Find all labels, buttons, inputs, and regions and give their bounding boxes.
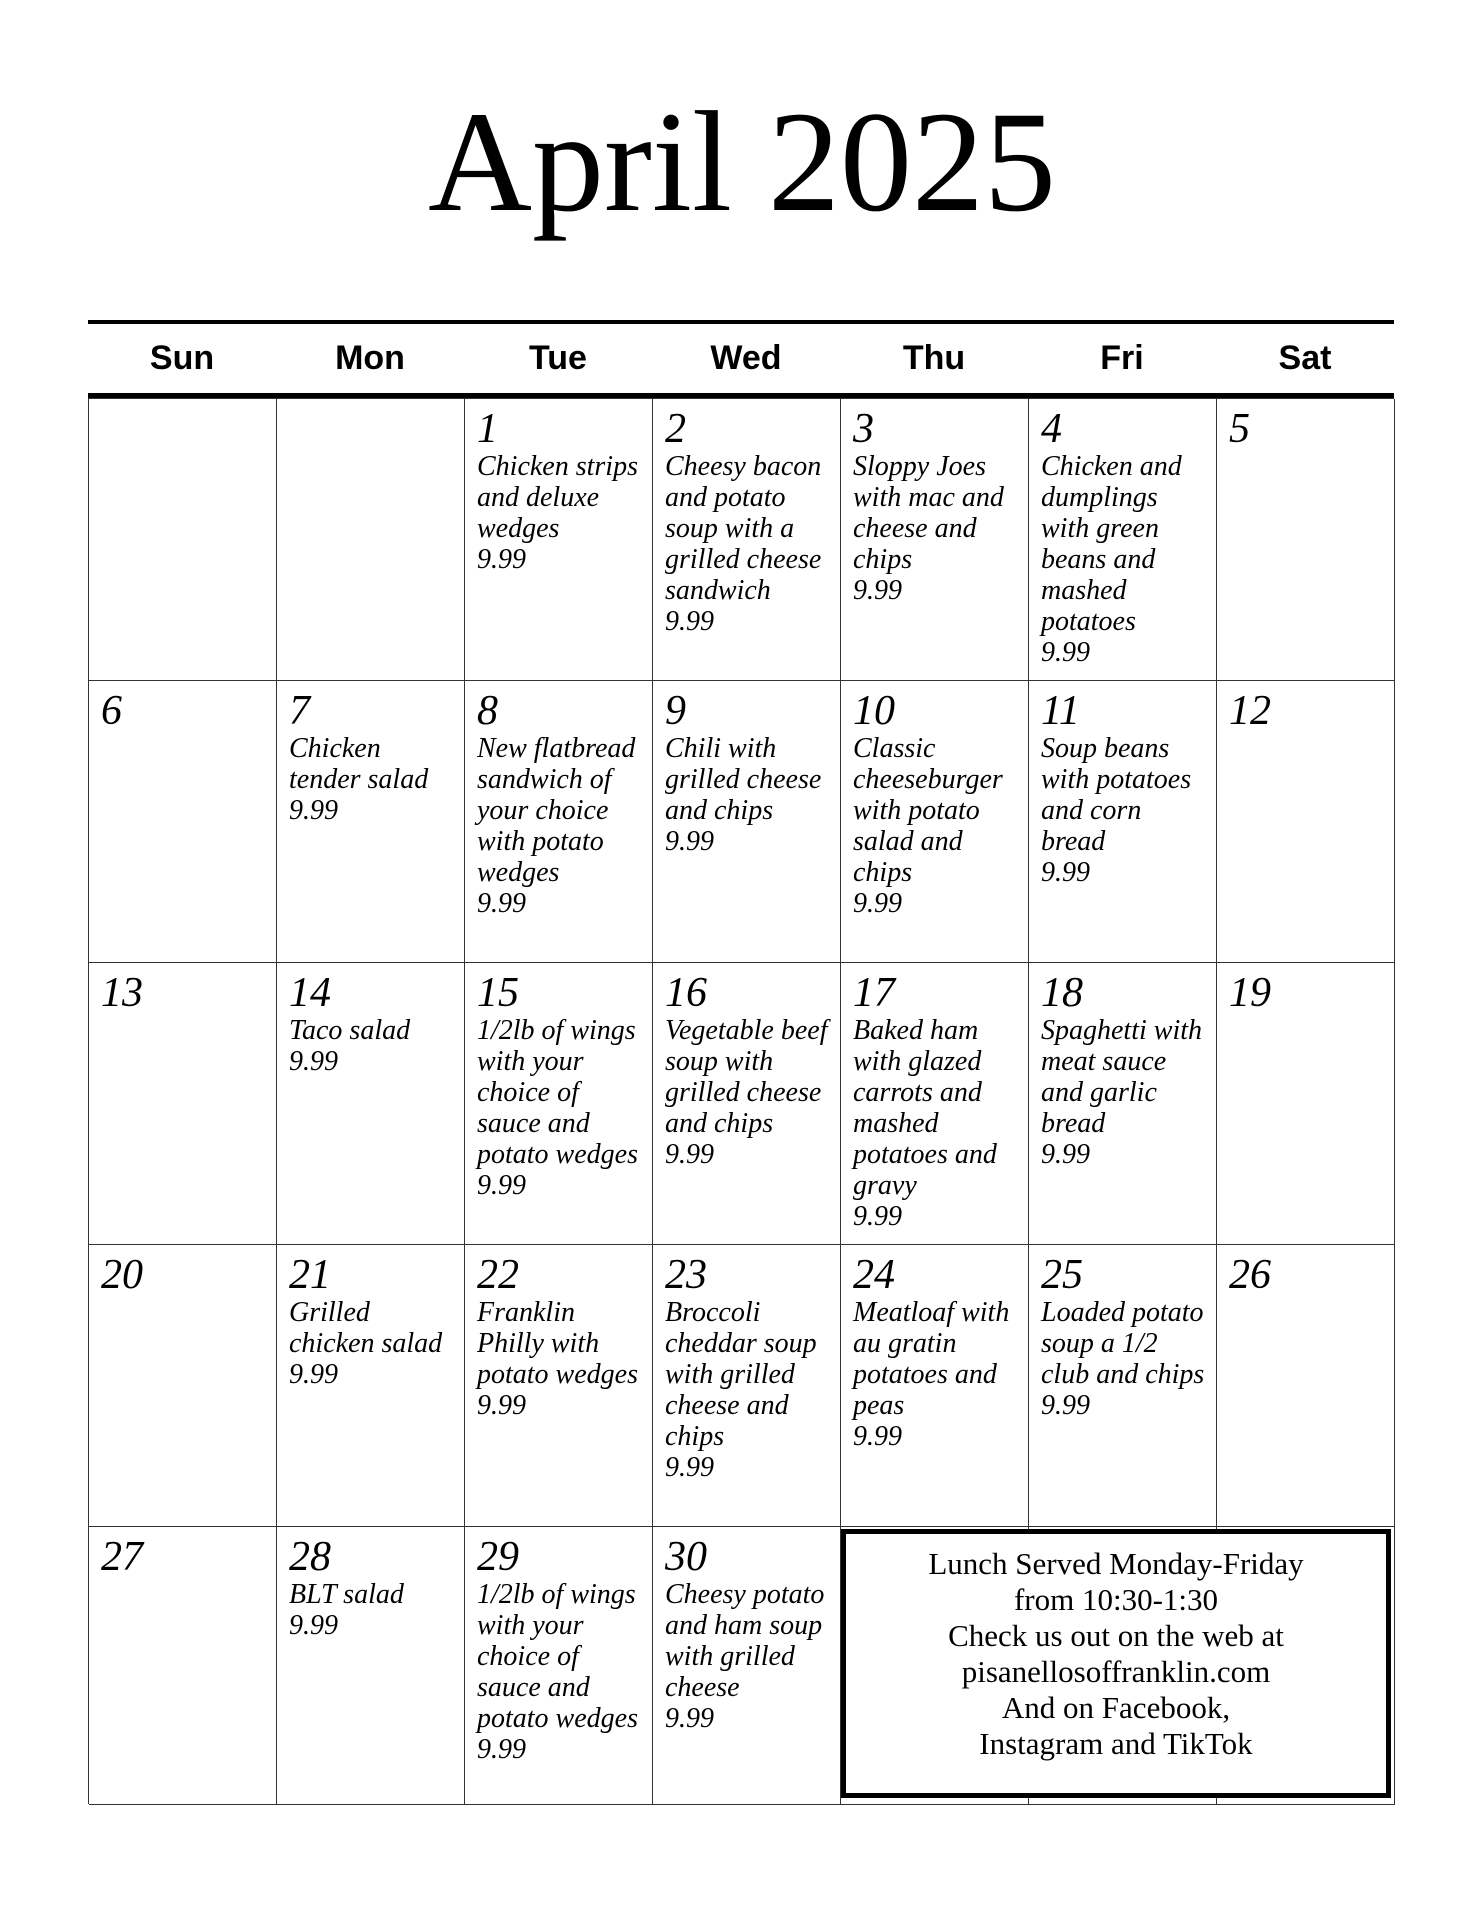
meal-price: 9.99 xyxy=(477,888,526,919)
day-cell xyxy=(653,681,841,963)
day-number: 23 xyxy=(665,1252,707,1298)
meal-description: Broccoli cheddar soup with grilled cheese and chips xyxy=(665,1297,817,1452)
day-number: 25 xyxy=(1041,1252,1083,1298)
day-cell xyxy=(1029,399,1217,681)
meal-description: Loaded potato soup a 1/2 club and chips xyxy=(1041,1297,1205,1390)
day-number: 17 xyxy=(853,970,895,1016)
meal-price: 9.99 xyxy=(289,1359,338,1390)
meal-description: Classic cheeseburger with potato salad and chips xyxy=(853,733,1003,888)
day-cell xyxy=(465,963,653,1245)
meal-price: 9.99 xyxy=(1041,1390,1090,1421)
meal-description: Franklin Philly with potato wedges xyxy=(477,1297,638,1390)
day-cell xyxy=(465,1527,653,1805)
day-cell xyxy=(1217,681,1395,963)
weekday-mon: Mon xyxy=(335,339,405,377)
day-number: 1 xyxy=(477,406,498,452)
day-number: 6 xyxy=(101,688,122,734)
meal-price: 9.99 xyxy=(289,795,338,826)
day-cell xyxy=(841,963,1029,1245)
meal-price: 9.99 xyxy=(477,1734,526,1765)
day-number: 30 xyxy=(665,1534,707,1580)
meal-price: 9.99 xyxy=(477,1390,526,1421)
day-number: 5 xyxy=(1229,406,1250,452)
day-cell xyxy=(89,963,277,1245)
info-line-facebook: And on Facebook, xyxy=(1001,1690,1231,1725)
day-cell xyxy=(89,399,277,681)
meal-description: Chicken tender salad xyxy=(289,733,429,795)
day-number: 3 xyxy=(853,406,874,452)
meal-price: 9.99 xyxy=(1041,637,1090,668)
day-cell xyxy=(465,681,653,963)
meal-description: 1/2lb of wings with your choice of sauce and potato wedges xyxy=(477,1015,638,1170)
day-number: 27 xyxy=(101,1534,143,1580)
weekday-wed: Wed xyxy=(710,339,782,377)
day-cell xyxy=(1217,1245,1395,1527)
weekday-sat: Sat xyxy=(1278,339,1332,377)
day-number: 7 xyxy=(289,688,310,734)
meal-description: Chicken and dumplings with green beans and mashed potatoes xyxy=(1041,451,1182,637)
day-cell xyxy=(277,681,465,963)
day-cell xyxy=(277,1527,465,1805)
day-cell xyxy=(1029,681,1217,963)
meal-description: Cheesy bacon and potato soup with a grilled cheese sandwich xyxy=(665,451,822,606)
day-cell xyxy=(1217,963,1395,1245)
meal-price: 9.99 xyxy=(665,1703,714,1734)
info-line-times: from 10:30-1:30 xyxy=(1013,1582,1219,1617)
info-box xyxy=(841,1529,1391,1798)
meal-description: Soup beans with potatoes and corn bread xyxy=(1041,733,1192,857)
day-cell xyxy=(841,681,1029,963)
day-number: 15 xyxy=(477,970,519,1016)
day-cell xyxy=(653,963,841,1245)
info-line-web: Check us out on the web at xyxy=(948,1618,1284,1653)
day-cell xyxy=(841,399,1029,681)
meal-description: Chicken strips and deluxe wedges xyxy=(477,451,638,544)
day-cell xyxy=(465,1245,653,1527)
meal-price: 9.99 xyxy=(665,1139,714,1170)
day-number: 13 xyxy=(101,970,143,1016)
page-title: April 2025 xyxy=(428,83,1056,242)
day-number: 19 xyxy=(1229,970,1271,1016)
meal-price: 9.99 xyxy=(853,888,902,919)
meal-price: 9.99 xyxy=(477,1170,526,1201)
day-number: 26 xyxy=(1229,1252,1271,1298)
info-line-hours: Lunch Served Monday-Friday xyxy=(928,1546,1304,1581)
day-number: 4 xyxy=(1041,406,1062,452)
day-cell xyxy=(89,1245,277,1527)
day-number: 20 xyxy=(101,1252,143,1298)
day-number: 10 xyxy=(853,688,895,734)
meal-description: New flatbread sandwich of your choice with potato wedges xyxy=(477,733,636,888)
day-cell xyxy=(1029,1245,1217,1527)
day-cell xyxy=(465,399,653,681)
meal-price: 9.99 xyxy=(289,1610,338,1641)
meal-description: Spaghetti with meat sauce and garlic bread xyxy=(1041,1015,1202,1139)
meal-price: 9.99 xyxy=(1041,1139,1090,1170)
meal-description: 1/2lb of wings with your choice of sauce and potato wedges xyxy=(477,1579,638,1734)
meal-description: Taco salad xyxy=(289,1015,411,1046)
day-number: 29 xyxy=(477,1534,519,1580)
meal-price: 9.99 xyxy=(1041,857,1090,888)
info-line-url: pisanellosoffranklin.com xyxy=(961,1654,1271,1689)
day-cell xyxy=(277,963,465,1245)
weekday-tue: Tue xyxy=(529,339,587,377)
day-cell xyxy=(1029,963,1217,1245)
day-number: 12 xyxy=(1229,688,1271,734)
meal-price: 9.99 xyxy=(853,1201,902,1232)
day-cell xyxy=(89,1527,277,1805)
meal-price: 9.99 xyxy=(665,606,714,637)
meal-description: Cheesy potato and ham soup with grilled cheese xyxy=(665,1579,825,1703)
day-number: 21 xyxy=(289,1252,331,1298)
weekday-fri: Fri xyxy=(1100,339,1144,377)
day-cell xyxy=(841,1245,1029,1527)
day-cell xyxy=(277,399,465,681)
meal-price: 9.99 xyxy=(477,544,526,575)
day-number: 11 xyxy=(1041,688,1080,734)
meal-price: 9.99 xyxy=(853,1421,902,1452)
meal-price: 9.99 xyxy=(665,1452,714,1483)
meal-description: Vegetable beef soup with grilled cheese and chips xyxy=(665,1015,828,1139)
meal-description: BLT salad xyxy=(289,1579,404,1610)
day-number: 22 xyxy=(477,1252,519,1298)
weekday-thu: Thu xyxy=(902,339,966,377)
info-line-social: Instagram and TikTok xyxy=(979,1726,1253,1761)
meal-description: Grilled chicken salad xyxy=(289,1297,443,1359)
day-cell xyxy=(653,1245,841,1527)
meal-description: Sloppy Joes with mac and cheese and chips xyxy=(853,451,1004,575)
day-number: 24 xyxy=(853,1252,895,1298)
meal-description: Baked ham with glazed carrots and mashed potatoes and gravy xyxy=(853,1015,997,1201)
meal-description: Meatloaf with au gratin potatoes and peas xyxy=(853,1297,1010,1421)
day-number: 9 xyxy=(665,688,686,734)
day-number: 2 xyxy=(665,406,686,452)
meal-price: 9.99 xyxy=(665,826,714,857)
meal-price: 9.99 xyxy=(289,1046,338,1077)
day-number: 14 xyxy=(289,970,331,1016)
day-cell xyxy=(1217,399,1395,681)
day-cell xyxy=(653,399,841,681)
day-cell xyxy=(277,1245,465,1527)
day-number: 28 xyxy=(289,1534,331,1580)
day-number: 16 xyxy=(665,970,707,1016)
day-number: 18 xyxy=(1041,970,1083,1016)
day-cell xyxy=(89,681,277,963)
day-number: 8 xyxy=(477,688,498,734)
meal-price: 9.99 xyxy=(853,575,902,606)
day-cell xyxy=(653,1527,841,1805)
meal-description: Chili with grilled cheese and chips xyxy=(665,733,822,826)
weekday-sun: Sun xyxy=(149,339,215,377)
